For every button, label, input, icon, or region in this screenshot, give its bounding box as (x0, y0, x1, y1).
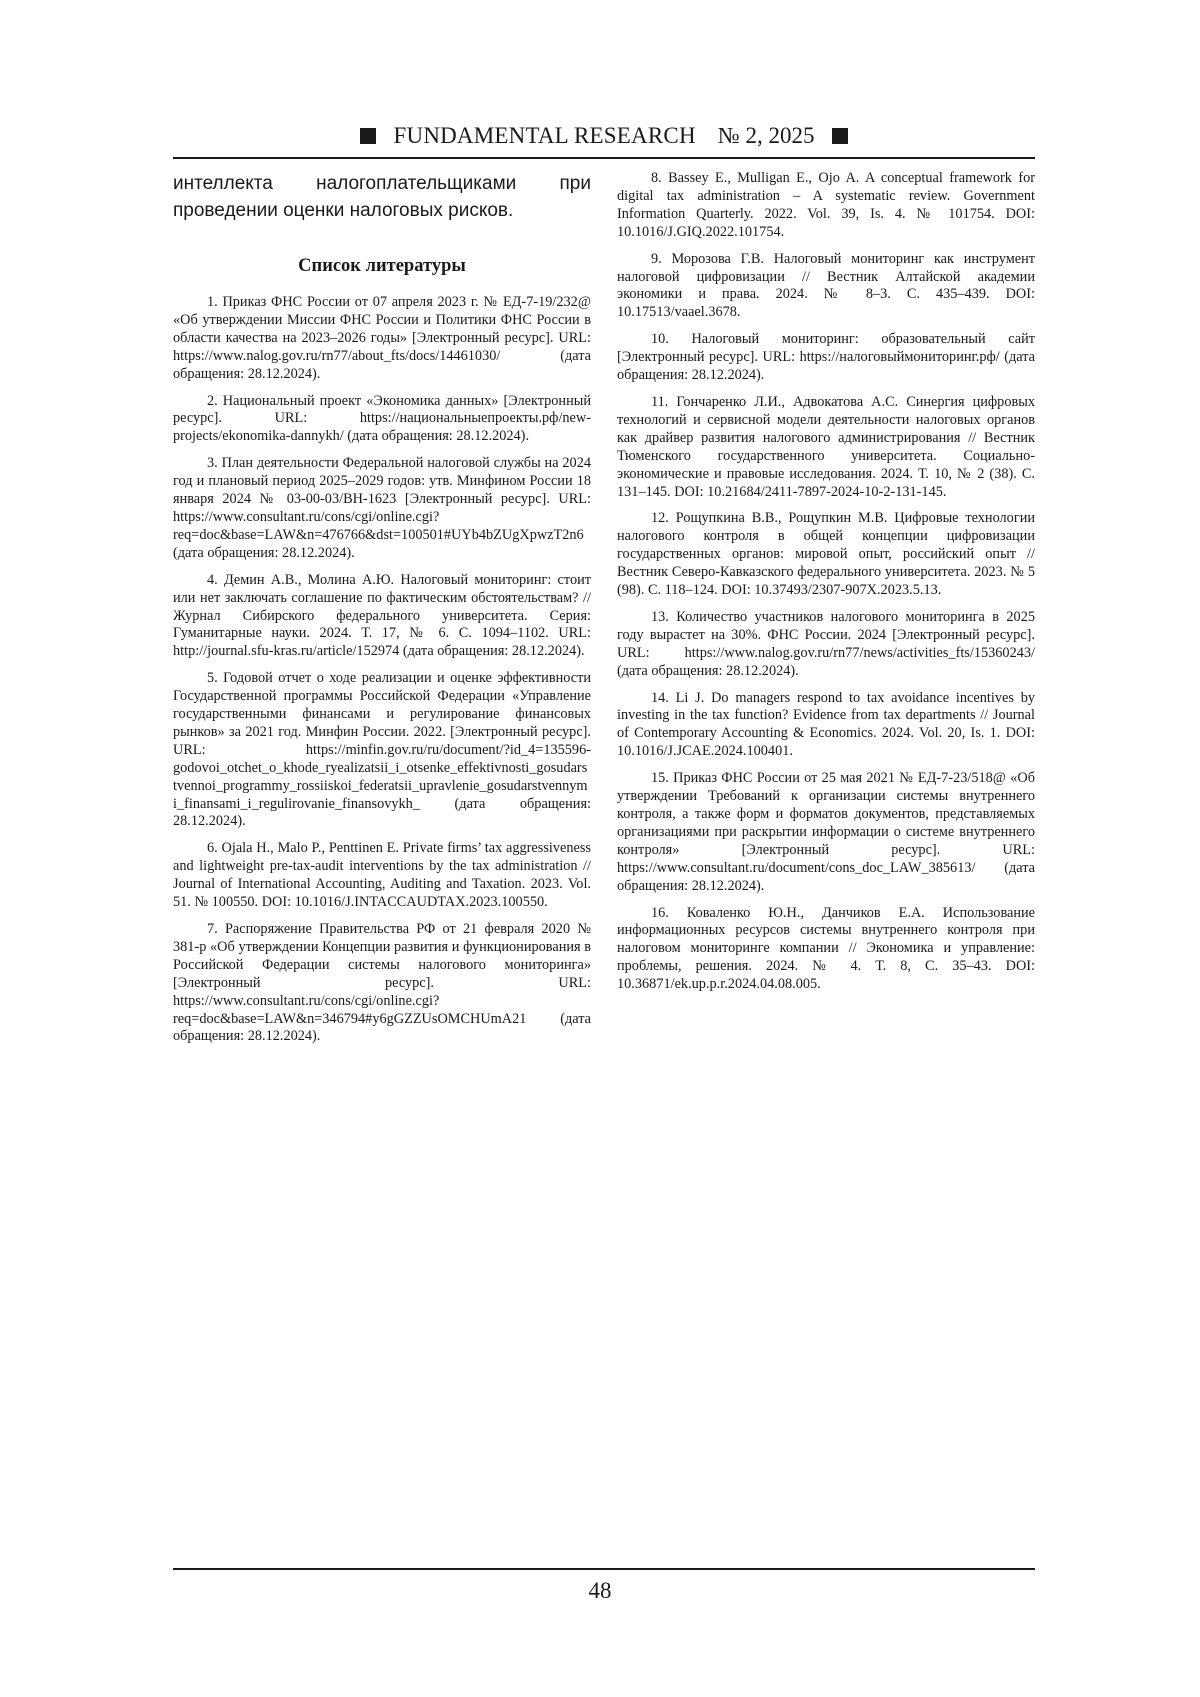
reference-item: 8. Bassey E., Mulligan E., Ojo A. A conceptual framework for digital tax administration – A systematic review. Government Information Quarterly. 2022. Vol. 39, Is. 4. № 101754. DOI: 10.1016/J.GIQ.2022.101754. (617, 170, 1035, 240)
journal-issue: № 2, 2025 (717, 123, 815, 148)
reference-item: 15. Приказ ФНС России от 25 мая 2021 № ЕД-7-23/518@ «Об утверждении Требований к организации системы внутреннего контроля, а также форм и форматов документов, представляемых организациями при раскрытии информации о системе внутреннего контроля» [Электронный ресурс]. URL: https://www.consultant.ru/document/cons_doc_LAW_385613/ (дата обращения: 28.12.2024). (617, 770, 1035, 894)
reference-item: 9. Морозова Г.В. Налоговый мониторинг как инструмент налоговой цифровизации // Вестник Алтайской академии экономики и права. 2024. № 8–3. С. 435–439. DOI: 10.17513/vaael.3678. (617, 250, 1035, 321)
reference-item: 6. Ojala H., Malo P., Penttinen E. Private firms’ tax aggressiveness and lightweight pre-tax-audit interventions by the tax administration // Journal of International Accounting, Auditing and Taxation. 2023. Vol. 51. № 100550. DOI: 10.1016/J.INTACCAUDTAX.2023.100550. (173, 840, 591, 911)
right-column (617, 170, 1035, 1003)
left-column (173, 170, 591, 1055)
journal-title: FUNDAMENTAL RESEARCH (393, 123, 696, 148)
reference-item: 7. Распоряжение Правительства РФ от 21 февраля 2020 № 381-р «Об утверждении Концепции развития и функционирования в Российской Федерации системы налогового мониторинга» [Электронный ресурс]. URL: https://www.consultant.ru/cons/cgi/online.cgi?req=doc&base=LAW&n=346794#y6gGZZUsOMCHUmA21 (дата обращения: 28.12.2024). (173, 921, 591, 1045)
footer-rule (173, 1568, 1035, 1570)
reference-item: 2. Национальный проект «Экономика данных» [Электронный ресурс]. URL: https://национальныепроекты.рф/new-projects/ekonomika-dannykh/ (дата обращения: 28.12.2024). (173, 392, 591, 445)
body-text-continuation: интеллекта налогоплательщиками при проведении оценки налоговых рисков. (173, 173, 591, 221)
reference-item: 12. Рощупкина В.В., Рощупкин М.В. Цифровые технологии налогового контроля в общей концепции цифровизации государственных органов: мировой опыт, российский опыт // Вестник Северо-Кавказского федерального университета. 2023. № 5 (98). С. 118–124. DOI: 10.37493/2307-907X.2023.5.13. (617, 510, 1035, 599)
header-rule (173, 157, 1035, 159)
reference-item: 4. Демин А.В., Молина А.Ю. Налоговый мониторинг: стоит или нет заключать соглашение по фактическим обстоятельствам? // Журнал Сибирского федерального университета. Серия: Гуманитарные науки. 2024. Т. 17, № 6. С. 1094–1102. URL: http://journal.sfu-kras.ru/article/152974 (дата обращения: 28.12.2024). (173, 571, 591, 660)
reference-item: 3. План деятельности Федеральной налоговой службы на 2024 год и плановый период 2025–2029 годов: утв. Минфином России 18 января 2024 № 03-00-03/ВН-1623 [Электронный ресурс]. URL: https://www.consultant.ru/cons/cgi/online.cgi?req=doc&base=LAW&n=476766&dst=100501#UYb4bZUgXpwzT2n6 (дата обращения: 28.12.2024). (173, 455, 591, 561)
reference-item: 13. Количество участников налогового мониторинга в 2025 году вырастет на 30%. ФНС России. 2024 [Электронный ресурс]. URL: https://www.nalog.gov.ru/rn77/news/activities_fts/15360243/ (дата обращения: 28.12.2024). (617, 608, 1035, 679)
reference-item: 16. Коваленко Ю.Н., Данчиков Е.А. Использование информационных ресурсов системы внутреннего контроля при налоговом мониторинге компании // Экономика и управление: проблемы, решения. 2024. № 4. Т. 8, С. 35–43. DOI: 10.36871/ek.up.p.r.2024.04.08.005. (617, 904, 1035, 993)
references-heading: Список литературы (298, 256, 466, 276)
reference-item: 5. Годовой отчет о ходе реализации и оценке эффективности Государственной программы Российской Федерации «Управление государственными финансами и регулирование финансовых рынков» за 2021 год. Минфин России. 2022. [Электронный ресурс]. URL: https://minfin.gov.ru/ru/document/?id_4=135596-godovoi_otchet_o_khode_ryealizatsii_i_otsenke_effektivnosti_gosudarstvennoi_programmy_rossiiskoi_federatsii_upravlenie_gosudarstvennymi_finansami_i_regulirovanie_finansovykh_ (дата обращения: 28.12.2024). (173, 670, 591, 830)
page-number: 48 (588, 1578, 612, 1603)
header-square-right-icon (832, 128, 848, 144)
reference-item: 1. Приказ ФНС России от 07 апреля 2023 г. № ЕД-7-19/232@ «Об утверждении Миссии ФНС России и Политики ФНС России в области качества на 2023–2026 годы» [Электронный ресурс]. URL: https://www.nalog.gov.ru/rn77/about_fts/docs/14461030/ (дата обращения: 28.12.2024). (173, 294, 591, 382)
header-square-left-icon (360, 128, 376, 144)
reference-item: 14. Li J. Do managers respond to tax avoidance incentives by investing in the tax function? Evidence from tax departments // Journal of Contemporary Accounting & Economics. 2024. Vol. 20, Is. 1. DOI: 10.1016/J.JCAE.2024.100401. (617, 689, 1035, 760)
reference-item: 10. Налоговый мониторинг: образовательный сайт [Электронный ресурс]. URL: https://налоговыймониторинг.рф/ (дата обращения: 28.12.2024). (617, 331, 1035, 384)
reference-item: 11. Гончаренко Л.И., Адвокатова А.С. Синергия цифровых технологий и сервисной модели деятельности налоговых органов как драйвер развития налогового администрирования // Вестник Тюменского государственного университета. Социально-экономические и правовые исследования. 2024. Т. 10, № 2 (38). С. 131–145. DOI: 10.21684/2411-7897-2024-10-2-131-145. (617, 393, 1035, 500)
running-header (173, 112, 1035, 160)
